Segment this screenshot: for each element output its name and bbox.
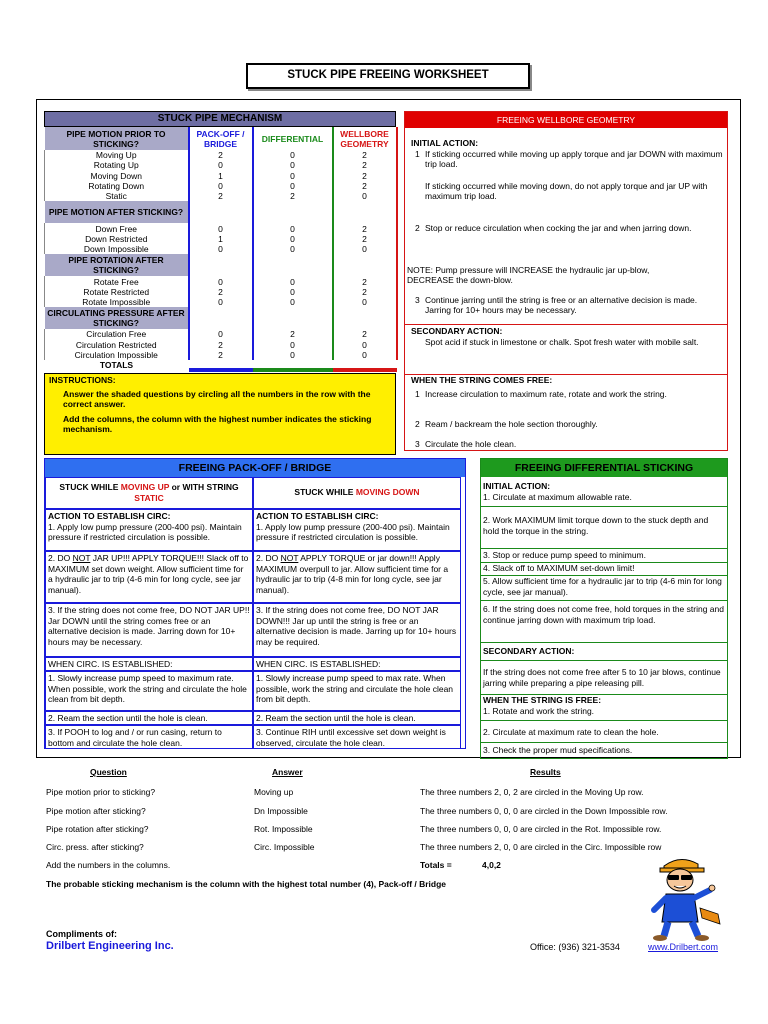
cell-c3: 2 (333, 181, 397, 191)
cell-c2: 0 (253, 223, 333, 233)
row-label: Rotate Free (45, 276, 189, 286)
mechanism-row (45, 329, 397, 339)
cell-c3: 2 (333, 223, 397, 233)
differential-free-step-2: 2. Circulate at maximum rate to clean the hole. (481, 721, 727, 743)
cell-c3: 2 (333, 160, 397, 170)
header-text: or WITH STRING (169, 482, 239, 492)
mechanism-row (45, 244, 397, 254)
add-instruction: Add the numbers in the columns. (46, 860, 171, 870)
qa-answer: Rot. Impossible (254, 824, 313, 834)
cell-c2: 2 (253, 191, 333, 201)
packoff-right-step-6: 3. Continue RIH until excessive set down weight is observed, circulate the hole clean. (253, 725, 461, 749)
qa-question: Circ. press. after sticking? (46, 842, 144, 852)
step-number: 2 (415, 223, 420, 233)
packoff-right-step-5: 2. Ream the section until the hole is clean. (253, 711, 461, 725)
packoff-right-step-1 (253, 509, 461, 551)
differential-step-6: 6. If the string does not come free, hold torques in the string and continue jarring down with maximum trip load. (481, 601, 727, 643)
mechanism-row (45, 234, 397, 244)
step-heading: WHEN THE STRING IS FREE: (483, 695, 602, 705)
mechanism-table (44, 111, 400, 372)
cell-c2: 0 (253, 181, 333, 191)
row-label: Rotate Restricted (45, 287, 189, 297)
section-question: PIPE ROTATION AFTER STICKING? (45, 254, 189, 276)
differential-step-2: 2. Work MAXIMUM limit torque down to the stuck depth and hold the torque in the string. (481, 507, 727, 549)
step-text: 2. DO (256, 553, 281, 563)
wellbore-step-1a (409, 149, 727, 173)
mechanism-row (45, 223, 397, 233)
differential-title: FREEING DIFFERENTIAL STICKING (481, 459, 727, 477)
packoff-left-header (45, 477, 253, 509)
wellbore-free-step-1 (409, 389, 727, 413)
cell-c2 (253, 307, 333, 329)
qa-result: The three numbers 2, 0, 0 are circled in the Circ. Impossible row (420, 842, 662, 852)
row-label: Rotate Impossible (45, 297, 189, 307)
cell-c1: 0 (189, 160, 253, 170)
step-text: Circulate the hole clean. (425, 439, 517, 449)
header-text: STUCK WHILE (59, 482, 121, 492)
cell-c1: 2 (189, 287, 253, 297)
mechanism-row (45, 181, 397, 191)
results-header: Results (530, 767, 561, 777)
packoff-box (44, 458, 466, 749)
wellbore-secondary-step (409, 337, 727, 361)
cell-c1: 2 (189, 191, 253, 201)
cell-c2: 2 (253, 329, 333, 339)
cell-c2: 0 (253, 297, 333, 307)
row-label: Circulation Free (45, 329, 189, 339)
step-text: 1. Apply low pump pressure (200-400 psi). Maintain pressure if restricted circulation is possible. (48, 521, 242, 542)
row-label: Rotating Down (45, 181, 189, 191)
packoff-left-step-6: 3. If POOH to log and / or run casing, return to bottom and circulate the hole clean. (45, 725, 253, 749)
cell-c3: 2 (333, 276, 397, 286)
cell-c1: 0 (189, 223, 253, 233)
cell-c1: 0 (189, 244, 253, 254)
totals-value: 4,0,2 (482, 860, 501, 870)
differential-step-4: 4. Slack off to MAXIMUM set-down limit! (481, 563, 727, 576)
mechanism-row (45, 297, 397, 307)
qa-answer: Circ. Impossible (254, 842, 315, 852)
wellbore-free-label: WHEN THE STRING COMES FREE: (411, 375, 553, 385)
cell-c2: 0 (253, 340, 333, 350)
cell-c1 (189, 307, 253, 329)
cell-c1: 1 (189, 234, 253, 244)
cell-c2: 0 (253, 276, 333, 286)
cell-c3 (333, 201, 397, 223)
cell-c3: 0 (333, 350, 397, 360)
row-label: Static (45, 191, 189, 201)
mechanism-totals-row (45, 360, 397, 370)
cell-c3: 0 (333, 244, 397, 254)
mechanism-grid (44, 127, 398, 372)
qa-result: The three numbers 2, 0, 2 are circled in the Moving Up row. (420, 787, 644, 797)
packoff-left-step-2 (45, 551, 253, 603)
packoff-right-step-3: 3. If the string does not come free, DO NOT JAR DOWN!!! Jar up until the string is free or an alternative decision is made. Jarring up for 10+ hours may be required. (253, 603, 461, 657)
packoff-left-step-5: 2. Ream the section until the hole is clean. (45, 711, 253, 725)
differential-secondary-step: If the string does not come free after 5 to 10 jar blows, continue jarring while preparing a pipe releasing pill. (481, 661, 727, 695)
wellbore-free-step-2 (409, 419, 727, 431)
step-text: JAR UP!!! APPLY TORQUE!!! Slack off to MAXIMUM set down weight. Allow sufficient time for a hydraulic jar to trip (4-6 min for long cycle, see jar manual). (48, 553, 249, 595)
step-heading: ACTION TO ESTABLISH CIRC: (48, 511, 171, 521)
header-highlight: MOVING DOWN (355, 487, 420, 497)
packoff-right-header (253, 477, 461, 509)
office-phone: Office: (936) 321-3534 (530, 942, 620, 952)
header-highlight: MOVING UP (120, 482, 170, 492)
cell-c1 (189, 254, 253, 276)
company-name: Drilbert Engineering Inc. (46, 940, 174, 952)
question-header: Question (90, 767, 127, 777)
wellbore-step-2 (409, 223, 727, 247)
packoff-right-step-2 (253, 551, 461, 603)
wellbore-title: FREEING WELLBORE GEOMETRY (405, 112, 727, 128)
website-link[interactable]: www.Drilbert.com (648, 942, 719, 952)
cell-c3: WELLBORE GEOMETRY (333, 127, 397, 150)
step-number: 3 (415, 295, 420, 305)
step-heading: ACTION TO ESTABLISH CIRC: (256, 511, 379, 521)
qa-result: The three numbers 0, 0, 0 are circled in the Down Impossible row. (420, 806, 668, 816)
mechanism-section-row (45, 201, 397, 223)
mechanism-row (45, 340, 397, 350)
cell-c1: 2 (189, 340, 253, 350)
step-text: 1. Rotate and work the string. (483, 705, 595, 716)
packoff-right-step-4: 1. Slowly increase pump speed to max rate. When possible, work the string and circulate the hole clean from bit depth. (253, 671, 461, 711)
mechanism-row (45, 276, 397, 286)
differential-secondary-label: SECONDARY ACTION: (481, 643, 727, 661)
cell-c2: 0 (253, 350, 333, 360)
step-text: Increase circulation to maximum rate, rotate and work the string. (425, 389, 667, 399)
mechanism-row (45, 150, 397, 160)
mechanism-title: STUCK PIPE MECHANISM (44, 111, 396, 127)
total-c2 (253, 360, 333, 370)
cell-c3: 2 (333, 329, 397, 339)
cell-c3: 2 (333, 287, 397, 297)
wellbore-secondary-label: SECONDARY ACTION: (411, 326, 503, 336)
cell-c3: 2 (333, 171, 397, 181)
mechanism-row (45, 350, 397, 360)
step-number: 1 (415, 149, 420, 159)
step-heading: INITIAL ACTION: (483, 481, 551, 491)
row-label: PIPE MOTION PRIOR TO STICKING? (45, 127, 189, 150)
wellbore-initial-label: INITIAL ACTION: (411, 138, 479, 148)
packoff-left-step-4: 1. Slowly increase pump speed to maximum rate. When possible, work the string and circulate the hole clean from bit depth. (45, 671, 253, 711)
section-question: PIPE MOTION AFTER STICKING? (45, 201, 189, 223)
total-c3 (333, 360, 397, 370)
cell-c2: 0 (253, 287, 333, 297)
row-label: Circulation Restricted (45, 340, 189, 350)
step-text: APPLY TORQUE or jar down!!! Apply MAXIMUM overpull to jar. Allow sufficient time for a hydraulic jar to trip (4-8 min for long cycle, see jar manual). (256, 553, 449, 595)
step-text: If sticking occurred while moving up apply torque and jar DOWN with maximum trip load. (425, 149, 723, 170)
mechanism-row (45, 191, 397, 201)
cell-c1: 0 (189, 276, 253, 286)
cell-c1: 0 (189, 329, 253, 339)
row-label: Down Restricted (45, 234, 189, 244)
cell-c1: 0 (189, 297, 253, 307)
cell-c3 (333, 307, 397, 329)
answer-header: Answer (272, 767, 303, 777)
step-text: 1. Circulate at maximum allowable rate. (483, 491, 632, 502)
compliments-label: Compliments of: (46, 929, 117, 939)
row-label: Moving Up (45, 150, 189, 160)
cell-c1: PACK-OFF / BRIDGE (189, 127, 253, 150)
wellbore-free-step-3 (409, 439, 727, 451)
cell-c2 (253, 201, 333, 223)
header-highlight: STATIC (134, 492, 164, 503)
qa-question: Pipe rotation after sticking? (46, 824, 149, 834)
cell-c3: 0 (333, 297, 397, 307)
row-label: Moving Down (45, 171, 189, 181)
row-label: Rotating Up (45, 160, 189, 170)
step-number: 3 (415, 439, 420, 449)
conclusion: The probable sticking mechanism is the column with the highest total number (4), Pack-off / Bridge (46, 879, 447, 889)
cell-c2: 0 (253, 160, 333, 170)
step-text: 1. Apply low pump pressure (200-400 psi). Maintain pressure if restricted circulation is possible. (256, 521, 450, 542)
differential-step-1 (481, 481, 727, 507)
cell-c3: 0 (333, 191, 397, 201)
cell-c2: DIFFERENTIAL (253, 127, 333, 150)
instructions-p2: Add the columns, the column with the highest number indicates the sticking mechanism. (63, 413, 372, 434)
totals-label: TOTALS (99, 360, 134, 371)
wellbore-step-3 (409, 295, 727, 319)
step-text: Stop or reduce circulation when cocking the jar and when jarring down. (425, 223, 692, 233)
differential-box (480, 458, 728, 759)
step-text: Continue jarring until the string is free or an alternative decision is made. Jarring for 10+ hours may be necessary. (425, 295, 698, 316)
packoff-right-when-label: WHEN CIRC. IS ESTABLISHED: (253, 657, 461, 671)
cell-c2: 0 (253, 244, 333, 254)
packoff-left-step-3: 3. If the string does not come free, DO NOT JAR UP!! Jar DOWN until the string comes free or an alternative decision is made. Jarring down for 10+ hours may be necessary. (45, 603, 253, 657)
step-text: If sticking occurred while moving down, do not apply torque and jar UP with maximum trip load. (425, 181, 708, 202)
cell-c2: 0 (253, 150, 333, 160)
wellbore-step-1b (409, 181, 727, 205)
cell-c1 (189, 201, 253, 223)
instructions-title: INSTRUCTIONS: (49, 375, 116, 385)
cell-c1: 2 (189, 150, 253, 160)
cell-c2: 0 (253, 171, 333, 181)
mechanism-section-row (45, 254, 397, 276)
qa-question: Pipe motion prior to sticking? (46, 787, 156, 797)
mechanism-row (45, 287, 397, 297)
total-c1 (189, 360, 253, 370)
packoff-left-when-label: WHEN CIRC. IS ESTABLISHED: (45, 657, 253, 671)
cell-c1: 1 (189, 171, 253, 181)
cell-c3: 2 (333, 150, 397, 160)
qa-question: Pipe motion after sticking? (46, 806, 146, 816)
instructions-p1: Answer the shaded questions by circling all the numbers in the row with the correct answer. (63, 389, 371, 410)
cell-c2: 0 (253, 234, 333, 244)
header-text: STUCK WHILE (294, 487, 356, 497)
cell-c1: 2 (189, 350, 253, 360)
divider (405, 324, 727, 325)
differential-free-step-3: 3. Check the proper mud specifications. (483, 745, 633, 755)
step-number: 2 (415, 419, 420, 429)
qa-answer: Dn Impossible (254, 806, 308, 816)
mechanism-row (45, 160, 397, 170)
mechanism-row (45, 171, 397, 181)
step-text: 2. DO (48, 553, 73, 563)
row-label: Circulation Impossible (45, 350, 189, 360)
qa-answer: Moving up (254, 787, 294, 797)
instructions-box (44, 373, 396, 455)
step-emphasis: NOT (72, 553, 91, 563)
wellbore-note: NOTE: Pump pressure will INCREASE the hydraulic jar up-blow, DECREASE the down-blow. (407, 265, 650, 286)
step-number: 1 (415, 389, 420, 399)
row-label: Down Free (45, 223, 189, 233)
row-label: Down Impossible (45, 244, 189, 254)
cell-c2 (253, 254, 333, 276)
differential-step-3: 3. Stop or reduce pump speed to minimum. (481, 549, 727, 563)
cell-c1: 0 (189, 181, 253, 191)
step-text: Spot acid if stuck in limestone or chalk. Spot fresh water with mobile salt. (425, 337, 699, 347)
section-question: CIRCULATING PRESSURE AFTER STICKING? (45, 307, 189, 329)
step-text: Ream / backream the hole section thoroughly. (425, 419, 598, 429)
cell-c3 (333, 254, 397, 276)
mechanism-section-row (45, 307, 397, 329)
mechanism-header-row (45, 127, 397, 150)
packoff-left-step-1 (45, 509, 253, 551)
packoff-title: FREEING PACK-OFF / BRIDGE (45, 459, 465, 477)
qa-result: The three numbers 0, 0, 0 are circled in the Rot. Impossible row. (420, 824, 662, 834)
differential-free-step-1 (481, 695, 727, 721)
cartoon-engineer-figure (640, 852, 730, 942)
totals-label: Totals = (420, 860, 452, 870)
worksheet-title: STUCK PIPE FREEING WORKSHEET (246, 63, 530, 89)
wellbore-geometry-box (404, 111, 728, 451)
cell-c3: 0 (333, 340, 397, 350)
cell-c3: 2 (333, 234, 397, 244)
step-emphasis: NOT (280, 553, 299, 563)
differential-step-5: 5. Allow sufficient time for a hydraulic jar to trip (4-6 min for long cycle, see jar manual). (481, 576, 727, 601)
